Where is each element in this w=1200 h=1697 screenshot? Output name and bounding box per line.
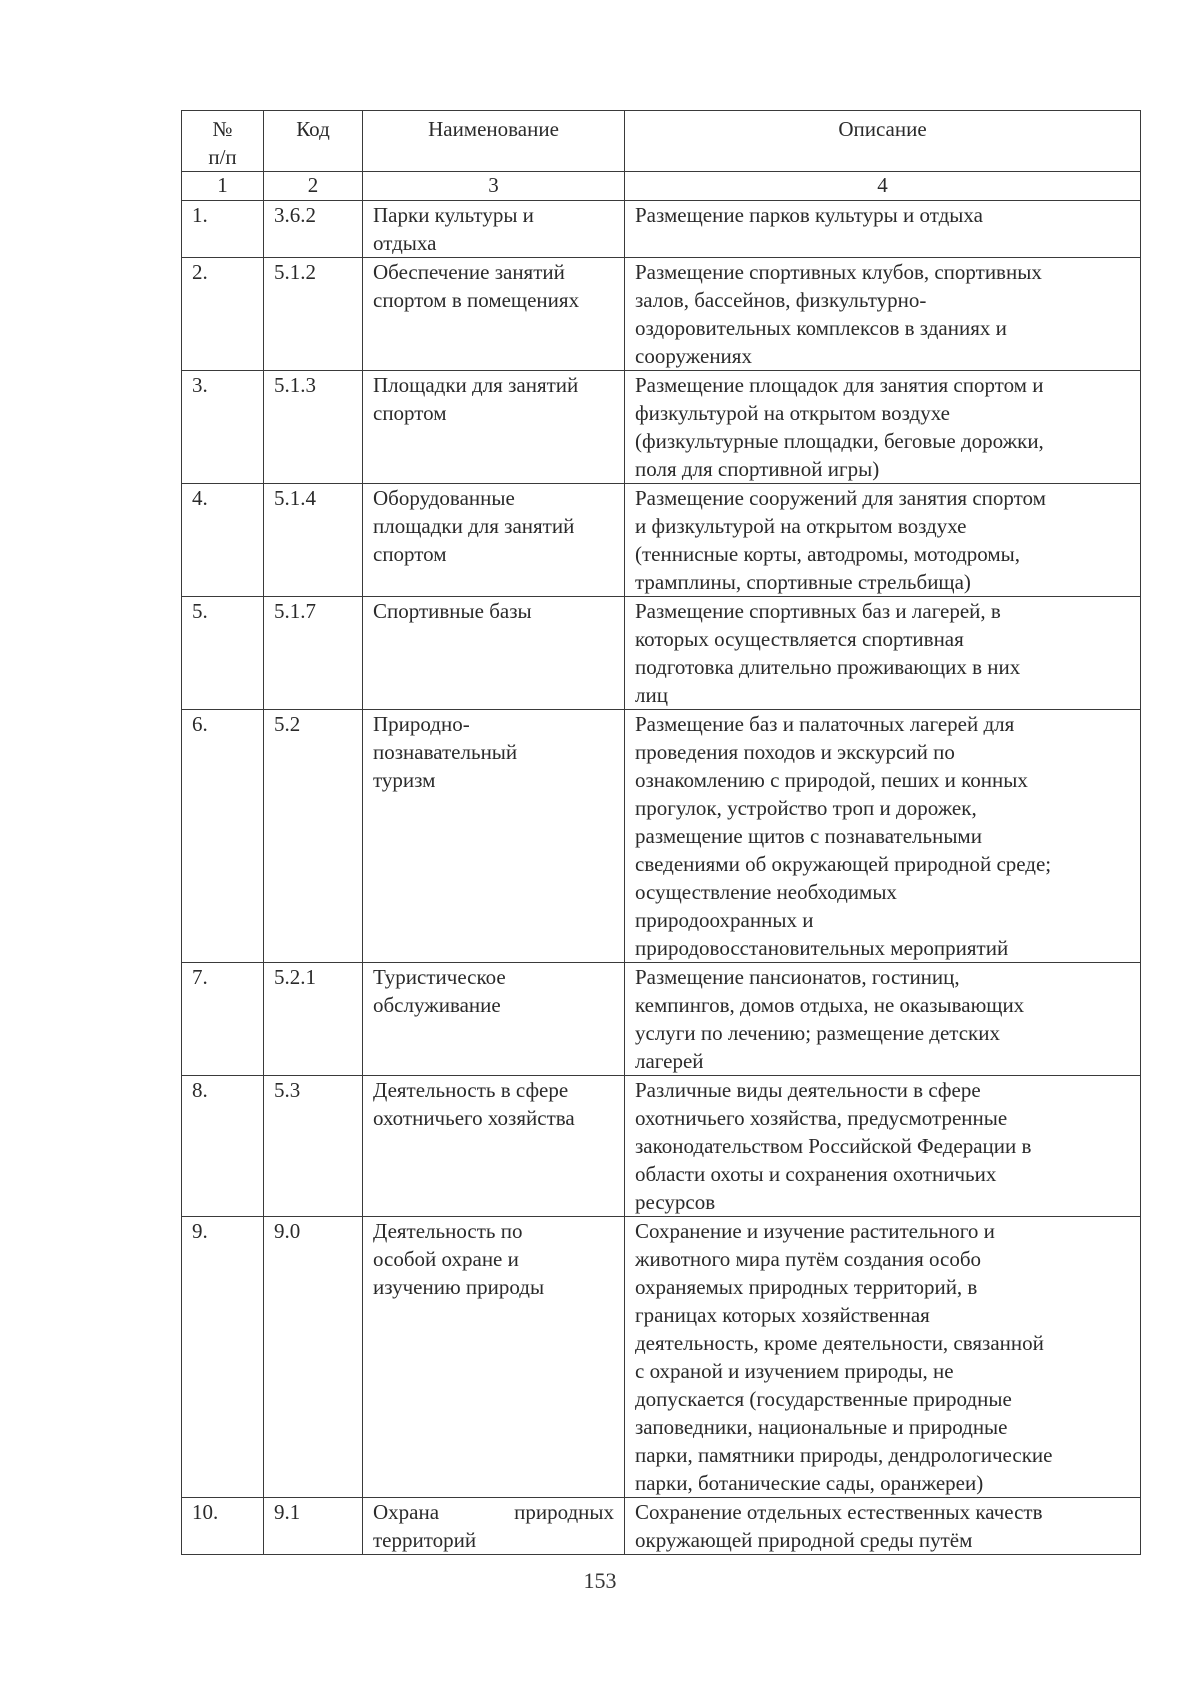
row-name-justified-line (373, 1498, 614, 1526)
row-description: Размещение площадок для занятия спортом и физкультурой на открытом воздухе (физкультурные площадки, беговые дорожки, поля для спортивной игры) (625, 371, 1141, 484)
column-number: 3 (363, 172, 625, 201)
row-code: 9.1 (264, 1498, 363, 1555)
table-row (182, 963, 1141, 1076)
header-code: Код (264, 111, 363, 172)
page-number: 153 (583, 1568, 617, 1593)
row-description: Размещение спортивных баз и лагерей, в которых осуществляется спортивная подготовка длительно проживающих в них лиц (625, 597, 1141, 710)
header-description: Описание (625, 111, 1141, 172)
row-name: Площадки для занятий спортом (363, 371, 625, 484)
row-name: Деятельность в сфере охотничьего хозяйства (363, 1076, 625, 1217)
land-use-table (181, 110, 1141, 1555)
column-number: 4 (625, 172, 1141, 201)
row-code: 5.1.7 (264, 597, 363, 710)
row-name: Парки культуры и отдыха (363, 201, 625, 258)
row-code: 5.3 (264, 1076, 363, 1217)
row-description: Сохранение и изучение растительного и животного мира путём создания особо охраняемых природных территорий, в границах которых хозяйственная деятельность, кроме деятельности, связанной с охраной и изучением природы, не допускается (государственные природные заповедники, национальные и природные парки, памятники природы, дендрологические парки, ботанические сады, оранжереи) (625, 1217, 1141, 1498)
table-header-row (182, 111, 1141, 172)
header-name: Наименование (363, 111, 625, 172)
row-description: Сохранение отдельных естественных качеств окружающей природной среды путём (625, 1498, 1141, 1555)
row-name: Спортивные базы (363, 597, 625, 710)
column-number-row (182, 172, 1141, 201)
row-number: 1. (182, 201, 264, 258)
row-description: Размещение парков культуры и отдыха (625, 201, 1141, 258)
row-name-word: Охрана (373, 1500, 440, 1524)
row-name-word: природных (514, 1500, 614, 1524)
row-code: 3.6.2 (264, 201, 363, 258)
row-description: Размещение сооружений для занятия спортом и физкультурой на открытом воздухе (теннисные корты, автодромы, мотодромы, трамплины, спортивные стрельбища) (625, 484, 1141, 597)
row-name: Туристическое обслуживание (363, 963, 625, 1076)
row-description: Размещение баз и палаточных лагерей для проведения походов и экскурсий по ознакомлению с природой, пеших и конных прогулок, устройство троп и дорожек, размещение щитов с познавательными сведениями об окружающей природной среде; осуществление необходимых природоохранных и природовосстановительных мероприятий (625, 710, 1141, 963)
table-row (182, 1498, 1141, 1555)
table-row (182, 484, 1141, 597)
row-number: 9. (182, 1217, 264, 1498)
row-code: 5.2 (264, 710, 363, 963)
row-description: Различные виды деятельности в сфере охотничьего хозяйства, предусмотренные законодательством Российской Федерации в области охоты и сохранения охотничьих ресурсов (625, 1076, 1141, 1217)
table-row (182, 597, 1141, 710)
row-code: 5.1.3 (264, 371, 363, 484)
row-number: 10. (182, 1498, 264, 1555)
row-number: 7. (182, 963, 264, 1076)
row-number: 5. (182, 597, 264, 710)
row-name: Природно- познавательный туризм (363, 710, 625, 963)
row-code: 9.0 (264, 1217, 363, 1498)
row-code: 5.2.1 (264, 963, 363, 1076)
table-row (182, 371, 1141, 484)
table-row (182, 258, 1141, 371)
table-row (182, 1217, 1141, 1498)
row-description: Размещение спортивных клубов, спортивных залов, бассейнов, физкультурно- оздоровительных комплексов в зданиях и сооружениях (625, 258, 1141, 371)
header-number: № п/п (182, 111, 264, 172)
row-name-word: территорий (373, 1528, 477, 1552)
table-row (182, 201, 1141, 258)
table-row (182, 1076, 1141, 1217)
column-number: 2 (264, 172, 363, 201)
row-code: 5.1.2 (264, 258, 363, 371)
row-number: 3. (182, 371, 264, 484)
row-name: Деятельность по особой охране и изучению природы (363, 1217, 625, 1498)
table-row (182, 710, 1141, 963)
row-code: 5.1.4 (264, 484, 363, 597)
row-number: 6. (182, 710, 264, 963)
row-description: Размещение пансионатов, гостиниц, кемпингов, домов отдыха, не оказывающих услуги по лечению; размещение детских лагерей (625, 963, 1141, 1076)
row-name (363, 1498, 625, 1555)
row-name: Обеспечение занятий спортом в помещениях (363, 258, 625, 371)
row-number: 4. (182, 484, 264, 597)
row-number: 2. (182, 258, 264, 371)
row-number: 8. (182, 1076, 264, 1217)
column-number: 1 (182, 172, 264, 201)
row-name: Оборудованные площадки для занятий спортом (363, 484, 625, 597)
